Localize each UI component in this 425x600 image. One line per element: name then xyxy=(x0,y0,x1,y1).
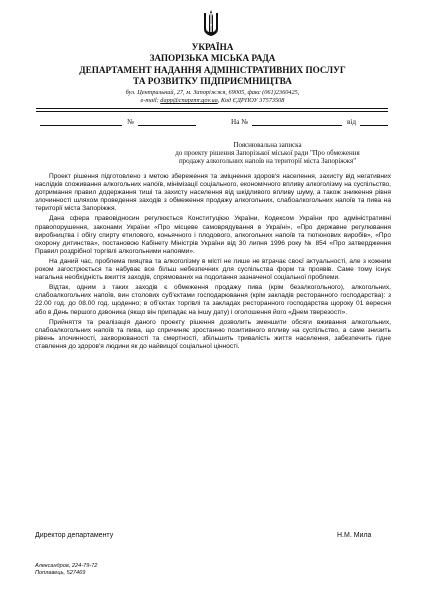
from-label: від xyxy=(347,118,357,126)
document-subtitle-line2: продажу алкогольних напоїв на території міста Запоріжжя" xyxy=(178,157,357,165)
letter-body xyxy=(35,173,391,353)
email-link[interactable]: dapp@cnapzmr.gov.ua xyxy=(160,97,218,104)
email-label: e-mail: xyxy=(140,97,161,104)
number-sign: № xyxy=(127,118,134,126)
incoming-number-label: На № xyxy=(231,118,249,126)
signatory-name: Н.М. Мила xyxy=(337,532,372,539)
date-blank xyxy=(40,125,122,126)
department-name-line2: ТА РОЗВИТКУ ПІДПРИЄМНИЦТВА xyxy=(133,76,292,86)
header-divider-thin xyxy=(36,111,388,112)
document-subtitle-line1: до проекту рішення Запорізької міської ради "Про обмеження xyxy=(175,149,360,157)
body-paragraph: Проект рішення підготовлено з метою збереження та зміцнення здоров'я населення, захисту від негативних наслідків споживання алкогольних напоїв, мінімізації соціального, економічного впливу алкоголізму на суспільство, дотримання правил додержання тиші та захисту населення від шкідливого впливу шуму, а також зниження рівня злочинності шляхом проведення заходів з обмеження продажу алкогольних, слабоалкогольних напоїв та пива на території міста Запоріжжя. xyxy=(35,173,391,213)
outgoing-number-blank xyxy=(138,125,196,126)
council-name: ЗАПОРІЗЬКА МІСЬКА РАДА xyxy=(149,53,276,63)
trident-emblem-icon xyxy=(202,10,220,38)
body-paragraph: Відтак, одним з таких заходів є обмеження продажу пива (крім безалкогольного), алкогольних, слабоалкогольних напоїв, вин столових суб'єктами господарювання (крім закладів ресторанного господарства): з 22.00 год. до 08.00 год. щоденно; в об'єктах торгівлі та закладах ресторанного господарства щороку 01 вересня або в День першого дзвоника (якщо він припадає на іншу дату) і оголошення його «Днем тверезості». xyxy=(35,284,391,316)
body-paragraph: Прийняття та реалізація даного проекту рішення дозволить зменшити обсяги вживання алкогольних, слабоалкогольних напоїв та пива, що спричиняє зростанню позитивного впливу на суспільство, а саме знизить рівень злочинності, захворюваності та смертності, збільшить тривалість життя населення, забезпечить гідне ставлення до здоров'я людини як до найвищої соціальної цінності. xyxy=(35,318,391,350)
incoming-date-blank xyxy=(360,125,388,126)
country-name: УКРАЇНА xyxy=(191,42,234,52)
incoming-number-blank xyxy=(252,125,342,126)
body-paragraph: Дана сфера правовідносин регулюється Конституцією України, Кодексом України про адміністративні правопорушення, законами України «Про місцеве самоврядування в Україні», «Про державне регулювання виробництва і обігу спирту етилового, коньячного і плодового, алкогольних напоїв та тютюнових виробів», «Про охорону дитинства», постановою Кабінету Міністрів України від 30 липня 1996 року № 854 «Про затвердження Правил роздрібної торгівлі алкогольними напоями». xyxy=(35,215,391,255)
edrpou-code: , Код ЄДРПОУ 37573508 xyxy=(217,97,285,104)
document-title: Пояснювальна записка xyxy=(233,141,302,149)
executor-line: Поплавець, 527469 xyxy=(35,570,86,576)
body-paragraph: На даний час, проблема пияцтва та алкоголізму в місті не лише не втрачає своєї актуальності, але з кожним роком загострюється та набуває все більш небезпечних для суспільства форм та проявів. Саме тому існує нагальна необхідність вжиття заходів, спрямованих на подолання зазначеної соціальної проблеми. xyxy=(35,257,391,282)
header-divider xyxy=(36,108,388,109)
signatory-title: Директор департаменту xyxy=(35,532,114,539)
contact-line xyxy=(40,97,385,105)
reference-line xyxy=(36,117,388,127)
address-line: бул. Центральний, 27, м. Запоріжжя, 69005, факс (061)2360425, xyxy=(125,89,300,96)
department-name-line1: ДЕПАРТАМЕНТ НАДАННЯ АДМІНІСТРАТИВНИХ ПОСЛУГ xyxy=(79,65,346,75)
executor-line: Александров, 224-79-72 xyxy=(35,563,98,569)
